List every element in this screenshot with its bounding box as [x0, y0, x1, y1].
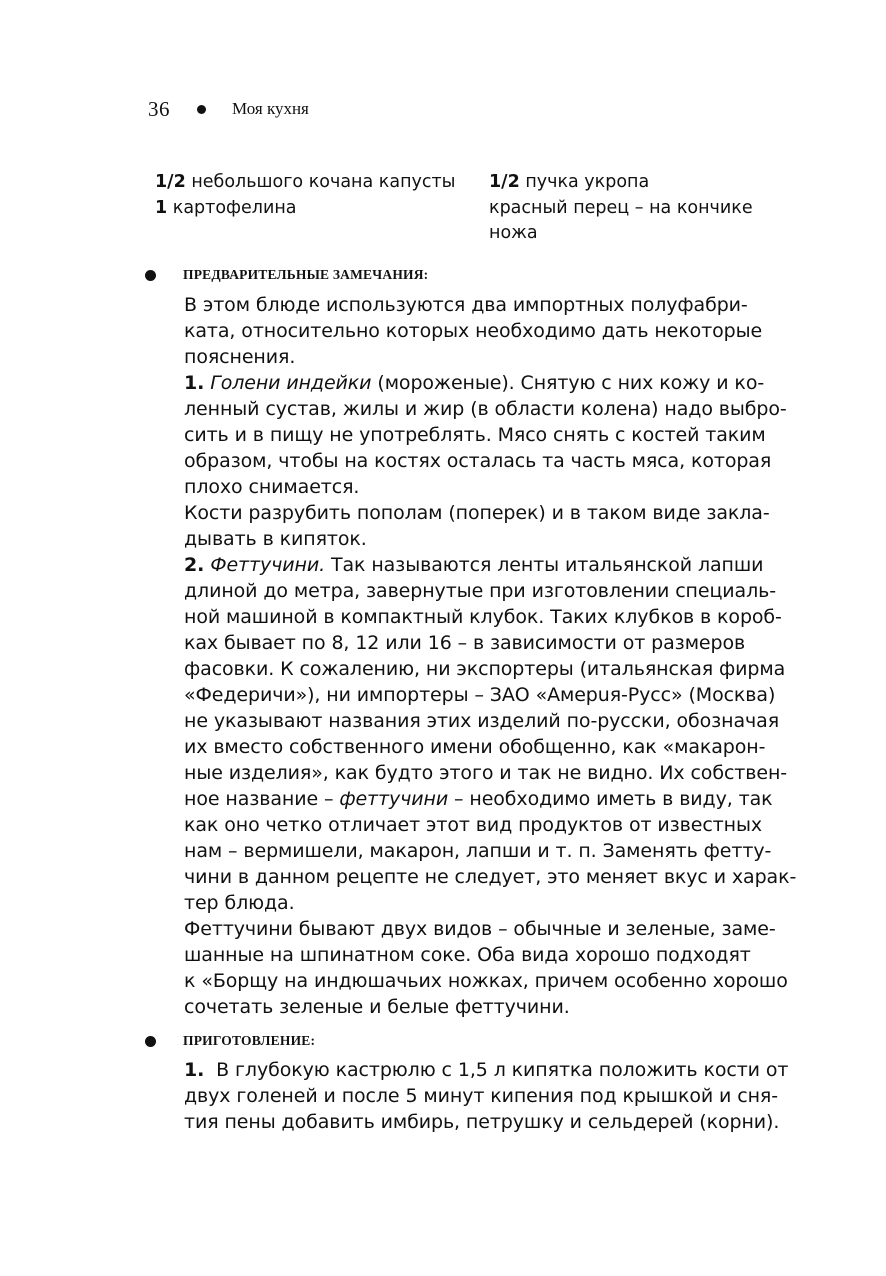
preparation-heading: [145, 1033, 315, 1049]
ingredient-qty: 1: [155, 197, 168, 218]
text-line: [184, 734, 794, 760]
line-text: Феттучини бывают двух видов – обычные и зеленые, заме-: [184, 918, 776, 940]
ingredient-item: [155, 196, 475, 222]
line-text: сочетать зеленые и белые феттучини.: [184, 996, 570, 1018]
bullet-dot-icon: [197, 105, 206, 114]
book-title: Моя кухня: [232, 99, 309, 118]
line-text: тия пены добавить имбирь, петрушку и сельдерей (корни).: [184, 1111, 780, 1133]
line-text: ката, относительно которых необходимо дать некоторые: [184, 320, 763, 342]
line-text: В глубокую кастрюлю с 1,5 л кипятка положить кости от: [210, 1059, 789, 1081]
line-text: не указывают названия этих изделий по-русски, обозначая: [184, 710, 780, 732]
line-text: (мороженые). Снятую с них кожу и ко-: [371, 372, 765, 394]
line-text: Кости разрубить пополам (поперек) и в таком виде закла-: [184, 502, 770, 524]
ingredients-column-right: [489, 170, 789, 247]
line-text: двух голеней и после 5 минут кипения под крышкой и сня-: [184, 1085, 778, 1107]
emphasis-text: Феттучини.: [210, 554, 326, 576]
line-text: как оно четко отличает этот вид продуктов от известных: [184, 814, 763, 836]
text-line: [184, 474, 794, 500]
ingredient-text: пучка укропа: [519, 172, 650, 192]
section-bullet-icon: [145, 1036, 156, 1047]
line-text: шанные на шпинатном соке. Оба вида хорошо подходят: [184, 944, 751, 966]
text-line: [184, 656, 794, 682]
ingredient-qty: 1/2: [155, 172, 186, 192]
line-text: чини в данном рецепте не следует, это меняет вкус и харак-: [184, 866, 797, 888]
running-header: [148, 98, 309, 120]
emphasis-text: Голени индейки: [210, 372, 372, 394]
ingredient-text: небольшого кочана капусты: [185, 172, 456, 192]
ingredient-item: [489, 170, 789, 196]
text-line: [184, 1083, 794, 1109]
line-text: их вместо собственного имени обобщенно, как «макарон-: [184, 736, 766, 758]
line-text: ное название –: [184, 788, 340, 810]
section-bullet-icon: [145, 270, 156, 281]
text-line: [184, 578, 794, 604]
text-line: [184, 344, 794, 370]
line-text: ной машиной в компактный клубок. Таких клубков в короб-: [184, 606, 782, 628]
emphasis-text: феттучини: [339, 788, 449, 810]
text-line: [184, 370, 794, 396]
line-text: фасовки. К сожалению, ни экспортеры (итальянская фирма: [184, 658, 786, 680]
text-line: [184, 500, 794, 526]
text-line: [184, 916, 794, 942]
line-text: ках бывает по 8, 12 или 16 – в зависимости от размеров: [184, 632, 746, 654]
text-line: [184, 708, 794, 734]
line-text: образом, чтобы на костях осталась та часть мяса, которая: [184, 450, 772, 472]
ingredient-text: картофелина: [167, 197, 297, 218]
text-line: [184, 318, 794, 344]
line-text: Так называются ленты итальянской лапши: [325, 554, 764, 576]
text-line: [184, 968, 794, 994]
ingredient-qty: 1/2: [489, 172, 520, 192]
line-text: нам – вермишели, макарон, лапши и т. п. Заменять фетту-: [184, 840, 772, 862]
text-line: [184, 864, 797, 890]
ingredient-item: [489, 221, 789, 247]
text-line: [184, 1057, 794, 1083]
page-number: 36: [148, 97, 170, 121]
line-text: ленный сустав, жилы и жир (в области колена) надо выбро-: [184, 398, 787, 420]
text-line: [184, 994, 794, 1020]
item-number: 1.: [184, 372, 205, 394]
line-text: – необходимо иметь в виду, так: [448, 788, 773, 810]
remarks-body: [184, 292, 797, 1020]
line-text: длиной до метра, завернутые при изготовлении специаль-: [184, 580, 776, 602]
text-line: [184, 292, 794, 318]
ingredients-column-left: [155, 170, 475, 221]
text-line: [184, 812, 794, 838]
ingredient-text: красный перец – на кончике: [489, 197, 753, 218]
remarks-heading: [145, 267, 428, 283]
line-text: пояснения.: [184, 346, 296, 368]
ingredient-item: [155, 170, 475, 196]
text-line: [184, 448, 794, 474]
text-line: [184, 760, 794, 786]
line-text: к «Борщу на индюшачьих ножках, причем особенно хорошо: [184, 970, 788, 992]
line-text: сить и в пищу не употреблять. Мясо снять с костей таким: [184, 424, 766, 446]
text-line: [184, 838, 794, 864]
text-line: [184, 890, 794, 916]
text-line: [184, 942, 794, 968]
text-line: [184, 786, 794, 812]
text-line: [184, 422, 794, 448]
line-text: тер блюда.: [184, 892, 295, 914]
line-text: дывать в кипяток.: [184, 528, 367, 550]
text-line: [184, 1109, 794, 1135]
line-text: ные изделия», как будто этого и так не видно. Их собствен-: [184, 762, 788, 784]
item-number: 1.: [184, 1059, 205, 1081]
ingredient-text: ножа: [489, 223, 538, 243]
line-text: В этом блюде используются два импортных полуфабри-: [184, 294, 748, 316]
text-line: [184, 396, 794, 422]
text-line: [184, 630, 794, 656]
line-text: плохо снимается.: [184, 476, 360, 498]
ingredient-item: [489, 196, 789, 222]
text-line: [184, 526, 794, 552]
item-number: 2.: [184, 554, 205, 576]
text-line: [184, 604, 794, 630]
line-text: «Федеричи»), ни импортеры – ЗАО «Амерuя-Русс» (Москва): [184, 684, 776, 706]
text-line: [184, 552, 794, 578]
text-line: [184, 682, 794, 708]
remarks-heading-text: ПРЕДВАРИТЕЛЬНЫЕ ЗАМЕЧАНИЯ:: [183, 267, 429, 282]
preparation-body: [184, 1057, 794, 1135]
preparation-heading-text: ПРИГОТОВЛЕНИЕ:: [183, 1033, 316, 1048]
